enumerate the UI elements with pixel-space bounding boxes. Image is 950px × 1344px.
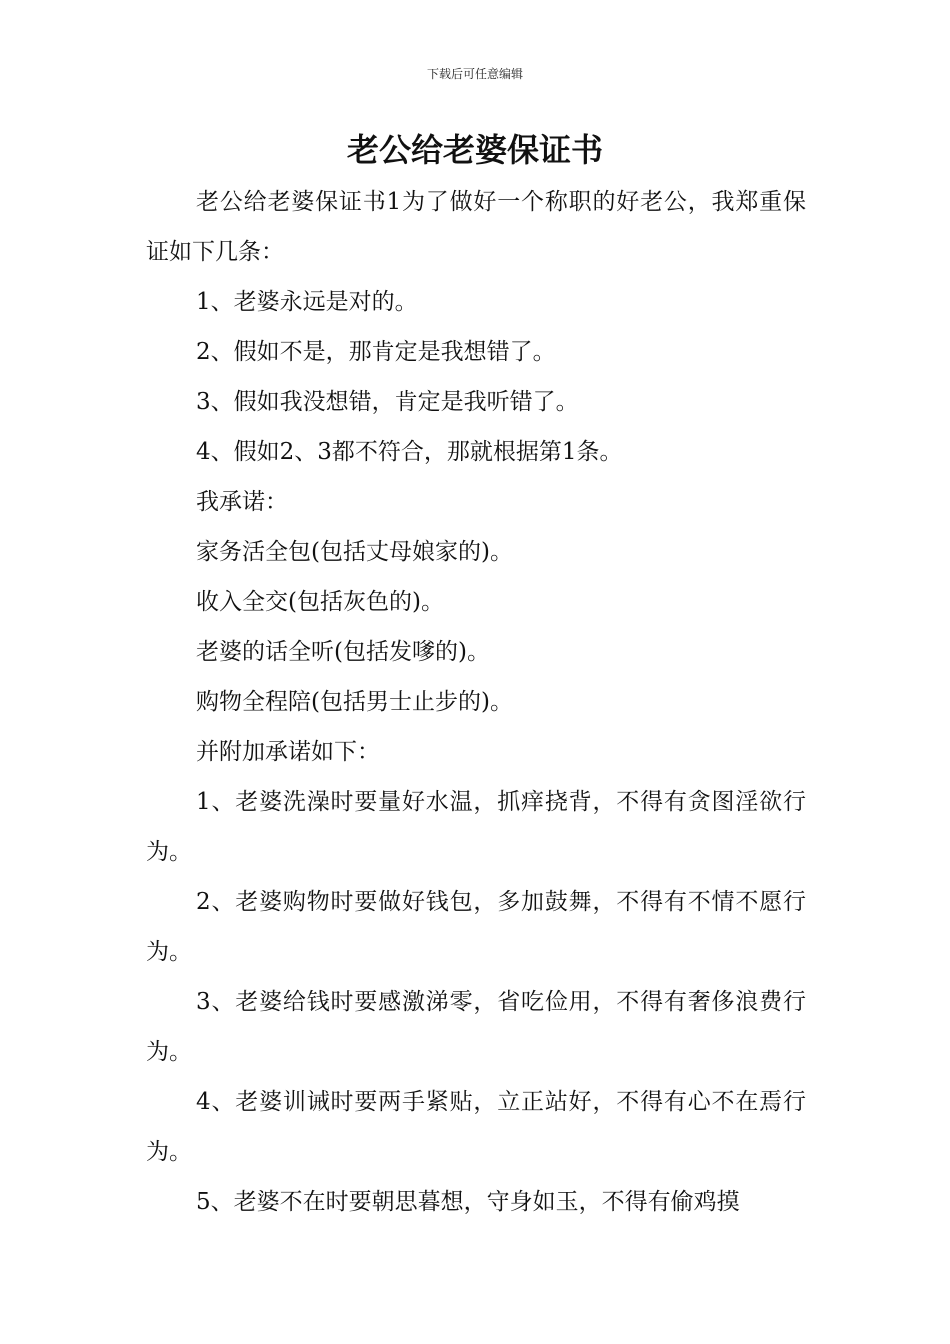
paragraph-promise-housework: 家务活全包(包括丈母娘家的)。 [196, 539, 513, 565]
paragraph-promise-listen: 老婆的话全听(包括发嗲的)。 [196, 639, 490, 665]
document-body [146, 177, 806, 1227]
paragraph-additional-3: 3、老婆给钱时要感激涕零，省吃俭用，不得有奢侈浪费行为。 [146, 989, 806, 1065]
paragraph-rule-2: 2、假如不是，那肯定是我想错了。 [196, 339, 556, 365]
paragraph-rule-4: 4、假如2、3都不符合，那就根据第1条。 [196, 439, 623, 465]
document-title: 老公给老婆保证书 [346, 131, 603, 169]
paragraph-additional-4: 4、老婆训诫时要两手紧贴，立正站好，不得有心不在焉行为。 [146, 1089, 806, 1165]
paragraph-promise-shopping: 购物全程陪(包括男士止步的)。 [196, 689, 513, 715]
paragraph-promise-income: 收入全交(包括灰色的)。 [196, 589, 444, 615]
paragraph-additional-2: 2、老婆购物时要做好钱包，多加鼓舞，不得有不情不愿行为。 [146, 889, 806, 965]
paragraph-additional-1: 1、老婆洗澡时要量好水温，抓痒挠背，不得有贪图淫欲行为。 [146, 789, 806, 865]
paragraph-rule-1: 1、老婆永远是对的。 [196, 289, 418, 315]
paragraph-additional-heading: 并附加承诺如下： [196, 739, 380, 765]
page-header: 下载后可任意编辑 [426, 67, 523, 81]
paragraph-additional-5: 5、老婆不在时要朝思暮想，守身如玉，不得有偷鸡摸 [196, 1189, 740, 1215]
paragraph-rule-3: 3、假如我没想错，肯定是我听错了。 [196, 389, 579, 415]
paragraph-promise-heading: 我承诺： [196, 489, 288, 515]
paragraph-intro: 老公给老婆保证书1为了做好一个称职的好老公，我郑重保证如下几条： [146, 189, 806, 265]
